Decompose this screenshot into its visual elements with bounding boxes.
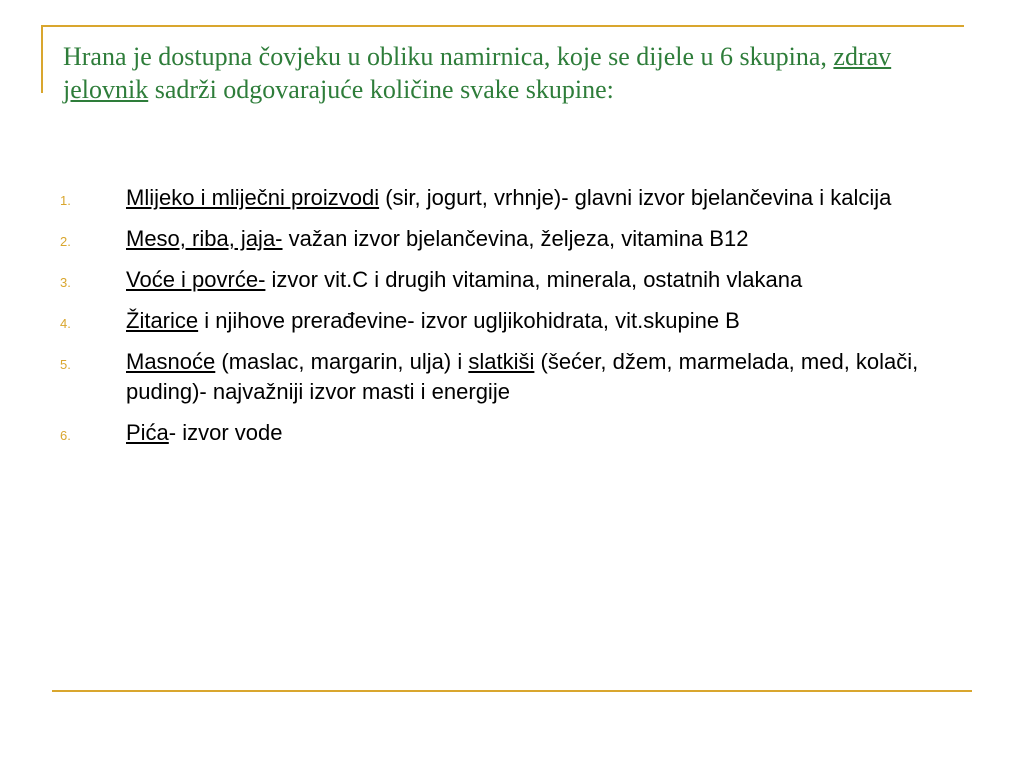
item-text (126, 306, 980, 336)
item-number: 1. (60, 193, 71, 208)
item-number: 3. (60, 275, 71, 290)
title-part1: Hrana je dostupna čovjeku u obliku namirnica, koje se dijele u 6 skupina, (63, 42, 834, 71)
item-rest: važan izvor bjelančevina, željeza, vitamina B12 (282, 226, 749, 251)
item-rest: (šećer, džem, marmelada, med, kolači, puding)- najvažniji izvor masti i energije (126, 349, 919, 404)
item-lead[interactable]: Pića (126, 420, 169, 445)
item-rest: izvor vit.C i drugih vitamina, minerala, ostatnih vlakana (265, 267, 803, 292)
item-lead[interactable]: Mlijeko i mliječni proizvodi (126, 185, 380, 210)
list-item (60, 224, 980, 254)
item-lead[interactable]: Meso, riba, jaja- (126, 226, 283, 251)
item-lead[interactable]: Žitarice (126, 308, 199, 333)
item-text (126, 418, 980, 448)
food-groups-list (60, 183, 980, 459)
item-text (126, 265, 980, 295)
item-number: 6. (60, 428, 71, 443)
item-text (126, 183, 980, 213)
item-mid: (maslac, margarin, ulja) i (215, 349, 469, 374)
frame-left-line (41, 25, 43, 93)
item-text (126, 224, 980, 254)
item-lead-secondary[interactable]: slatkiši (468, 349, 535, 374)
item-text (126, 347, 980, 407)
title-link-zdrav-jelovnik[interactable]: zdrav jelovnik (63, 42, 892, 104)
slide-title (63, 40, 963, 106)
list-item (60, 347, 980, 407)
list-item (60, 418, 980, 448)
item-number: 5. (60, 357, 71, 372)
frame-bottom-line (52, 690, 972, 692)
item-number: 2. (60, 234, 71, 249)
list-item (60, 183, 980, 213)
list-item (60, 265, 980, 295)
item-rest: - izvor vode (168, 420, 283, 445)
item-rest: (sir, jogurt, vrhnje)- glavni izvor bjelančevina i kalcija (379, 185, 892, 210)
item-rest: i njihove prerađevine- izvor ugljikohidrata, vit.skupine B (198, 308, 740, 333)
list-item (60, 306, 980, 336)
title-part2: sadrži odgovarajuće količine svake skupine: (148, 75, 614, 104)
frame-top-line (41, 25, 964, 27)
item-lead[interactable]: Masnoće (126, 349, 216, 374)
item-number: 4. (60, 316, 71, 331)
item-lead[interactable]: Voće i povrće- (126, 267, 266, 292)
